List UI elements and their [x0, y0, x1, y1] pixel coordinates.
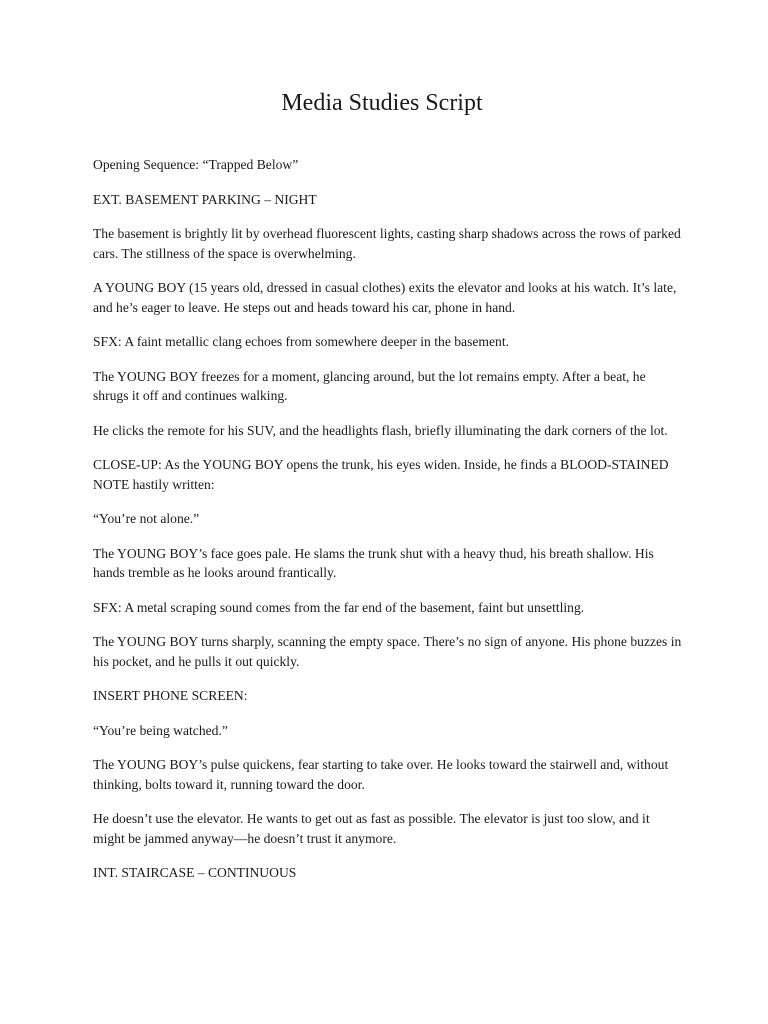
paragraph-note-quote: “You’re not alone.” [93, 511, 200, 526]
document-title: Media Studies Script [281, 90, 483, 116]
paragraph: The YOUNG BOY’s face goes pale. He slams the trunk shut with a heavy thud, his breath shallow. His hands tremble as he looks around frantically. [93, 545, 654, 580]
paragraph: The YOUNG BOY’s pulse quickens, fear starting to take over. He looks toward the stairwell and, without thinking, bolts toward it, running toward the door. [93, 757, 669, 792]
paragraph: The YOUNG BOY turns sharply, scanning the empty space. There’s no sign of anyone. His phone buzzes in his pocket, and he pulls it out quickly. [93, 634, 682, 669]
paragraph: The YOUNG BOY freezes for a moment, glancing around, but the lot remains empty. After a beat, he shrugs it off and continues walking. [93, 368, 646, 403]
paragraph-sfx: SFX: A metal scraping sound comes from the far end of the basement, faint but unsettling. [93, 599, 585, 615]
paragraph-close-up: CLOSE-UP: As the YOUNG BOY opens the trunk, his eyes widen. Inside, he finds a BLOOD-STAINED NOTE hastily written: [93, 457, 669, 492]
paragraph: The basement is brightly lit by overhead fluorescent lights, casting sharp shadows across the rows of parked cars. The stillness of the space is overwhelming. [93, 226, 681, 261]
paragraph-scene-heading: INT. STAIRCASE – CONTINUOUS [93, 865, 297, 880]
script-body [93, 155, 683, 898]
paragraph-sfx: SFX: A faint metallic clang echoes from somewhere deeper in the basement. [93, 334, 509, 349]
paragraph: A YOUNG BOY (15 years old, dressed in casual clothes) exits the elevator and looks at his watch. It’s late, and he’s eager to leave. He steps out and heads toward his car, phone in hand. [93, 280, 677, 315]
paragraph: He clicks the remote for his SUV, and the headlights flash, briefly illuminating the dark corners of the lot. [93, 422, 668, 438]
paragraph: He doesn’t use the elevator. He wants to get out as fast as possible. The elevator is just too slow, and it might be jammed anyway—he doesn’t trust it anymore. [93, 811, 650, 846]
paragraph-scene-heading: EXT. BASEMENT PARKING – NIGHT [93, 191, 317, 207]
paragraph-opening-sequence: Opening Sequence: “Trapped Below” [93, 157, 299, 172]
paragraph-insert: INSERT PHONE SCREEN: [93, 688, 248, 703]
paragraph-phone-quote: “You’re being watched.” [93, 722, 228, 738]
